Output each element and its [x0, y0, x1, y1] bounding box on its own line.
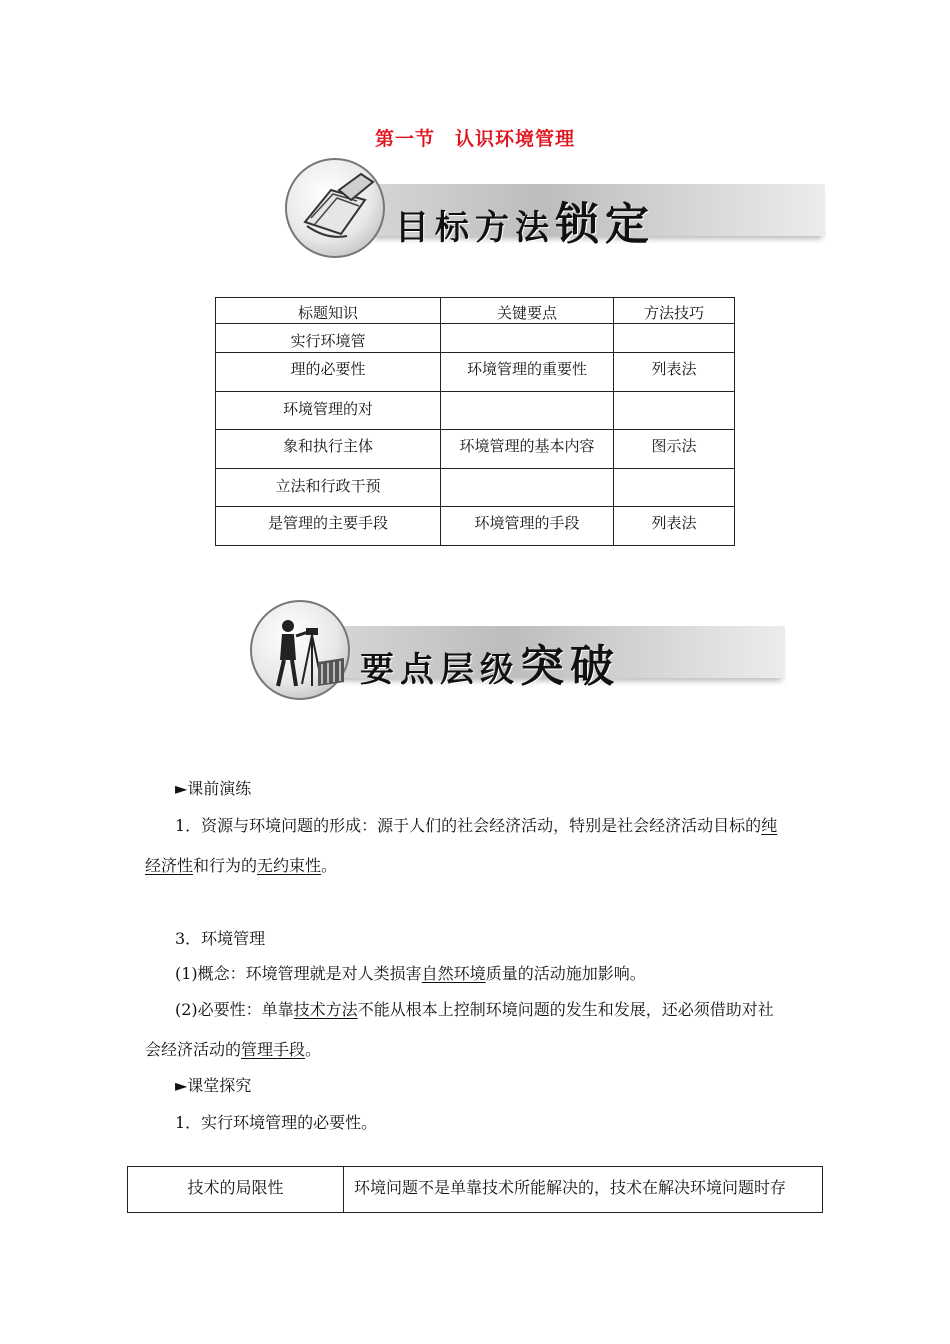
table-header: 标题知识 — [216, 298, 441, 324]
goal-method-table — [215, 297, 735, 546]
section-banner-goals — [285, 158, 825, 258]
table-cell: 环境管理的基本内容 — [441, 430, 614, 469]
table-cell: 立法和行政干预 — [216, 469, 441, 507]
paragraph: 1．实行环境管理的必要性。 — [175, 1113, 378, 1132]
table-cell: 是管理的主要手段 — [216, 507, 441, 546]
table-cell: 理的必要性 — [216, 353, 441, 392]
table-cell: 环境管理的重要性 — [441, 353, 614, 392]
table-cell: 环境问题不是单靠技术所能解决的，技术在解决环境问题时存 — [344, 1167, 823, 1213]
surveyor-icon — [250, 600, 350, 700]
paragraph: 经济性和行为的无约束性。 — [145, 856, 338, 875]
table-cell: 图示法 — [614, 430, 735, 469]
table-cell: 技术的局限性 — [128, 1167, 344, 1213]
table-cell: 列表法 — [614, 353, 735, 392]
paragraph: 1．资源与环境问题的形成：源于人们的社会经济活动，特别是社会经济活动目标的纯 — [175, 816, 778, 835]
page-title: 第一节 认识环境管理 — [374, 128, 575, 150]
table-cell: 象和执行主体 — [216, 430, 441, 469]
paragraph-heading: 3．环境管理 — [175, 929, 266, 948]
books-icon — [285, 158, 385, 258]
table-cell: 环境管理的对 — [216, 392, 441, 430]
table-cell: 实行环境管 — [216, 324, 441, 353]
table-cell — [441, 392, 614, 430]
table-cell — [441, 324, 614, 353]
section-banner-key-points — [250, 600, 785, 700]
table-cell — [614, 324, 735, 353]
table-header: 关键要点 — [441, 298, 614, 324]
table-cell — [614, 469, 735, 507]
table-header: 方法技巧 — [614, 298, 735, 324]
necessity-table — [127, 1166, 823, 1213]
paragraph: (2)必要性：单靠技术方法不能从根本上控制环境问题的发生和发展，还必须借助对社 — [175, 1000, 774, 1019]
table-cell — [441, 469, 614, 507]
paragraph: 会经济活动的管理手段。 — [145, 1040, 322, 1059]
paragraph: (1)概念：环境管理就是对人类损害自然环境质量的活动施加影响。 — [175, 964, 646, 983]
section-heading: ►课堂探究 — [175, 1076, 252, 1095]
banner-title: 目标方法锁定 — [395, 199, 655, 250]
section-heading: ►课前演练 — [175, 779, 252, 798]
table-cell — [614, 392, 735, 430]
table-cell: 列表法 — [614, 507, 735, 546]
table-cell: 环境管理的手段 — [441, 507, 614, 546]
banner-title: 要点层级突破 — [360, 641, 620, 692]
